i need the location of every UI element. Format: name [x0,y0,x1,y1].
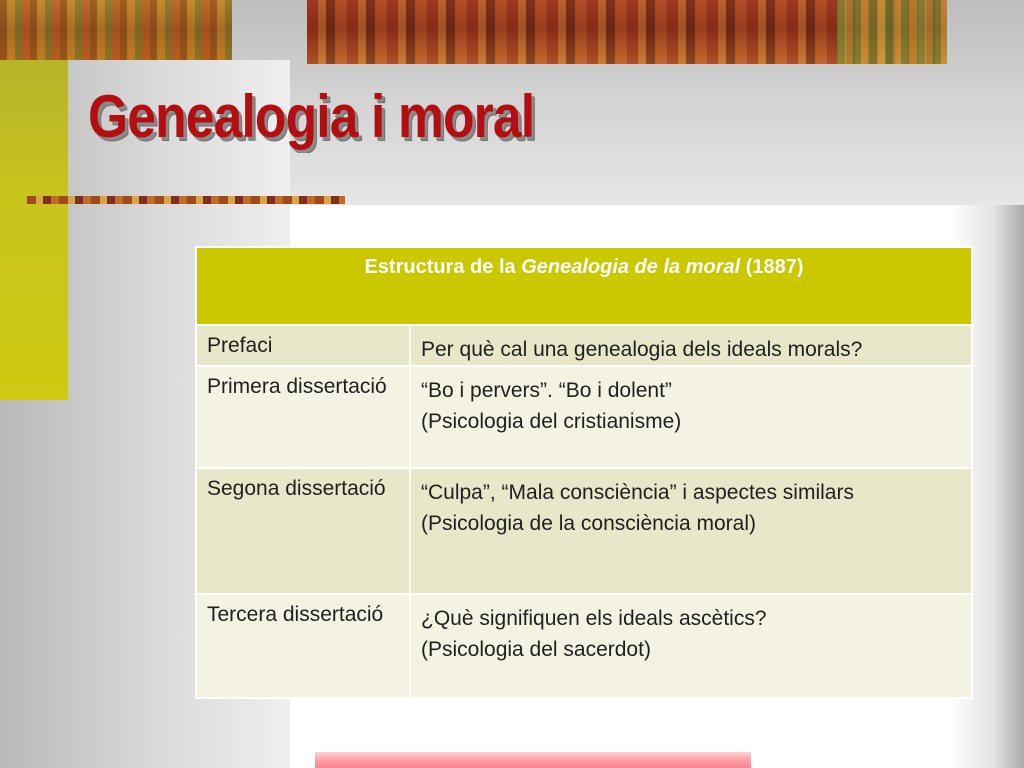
table-row [197,367,971,467]
decorative-painting-left [0,0,232,60]
table-row [197,469,971,593]
part-cell: Tercera dissertació [197,595,409,697]
accent-bar [0,60,68,400]
topic-cell [411,326,971,365]
decorative-painting-right [307,0,947,64]
part-cell: Segona dissertació [197,469,409,593]
table-header-work-title: Genealogia de la moral [521,256,741,278]
topic-cell [411,469,971,593]
table-row [197,595,971,697]
topic-subtitle: (Psicologia del sacerdot) [421,638,651,661]
table-header [197,248,971,324]
part-cell: Prefaci [197,326,409,365]
topic-line: Per què cal una genealogia dels ideals morals? [421,338,863,361]
part-cell: Primera dissertació [197,367,409,467]
decorative-pink-strip [315,752,751,768]
topic-line: “Culpa”, “Mala consciència” i aspectes similars [421,481,854,504]
table-row [197,326,971,365]
slide-title: Genealogia i moral [88,83,535,150]
table-header-prefix: Estructura de la [364,256,522,278]
structure-table-container [195,246,973,692]
table-header-year: (1887) [740,256,804,278]
structure-table [195,246,973,699]
topic-cell [411,367,971,467]
topic-line: ¿Què signifiquen els ideals ascètics? [421,607,767,630]
topic-line: “Bo i pervers”. “Bo i dolent” [421,379,672,402]
topic-subtitle: (Psicologia del cristianisme) [421,410,682,433]
topic-subtitle: (Psicologia de la consciència moral) [421,512,756,535]
topic-cell [411,595,971,697]
decorative-painting-strip [27,196,345,204]
table-header-row [197,248,971,324]
